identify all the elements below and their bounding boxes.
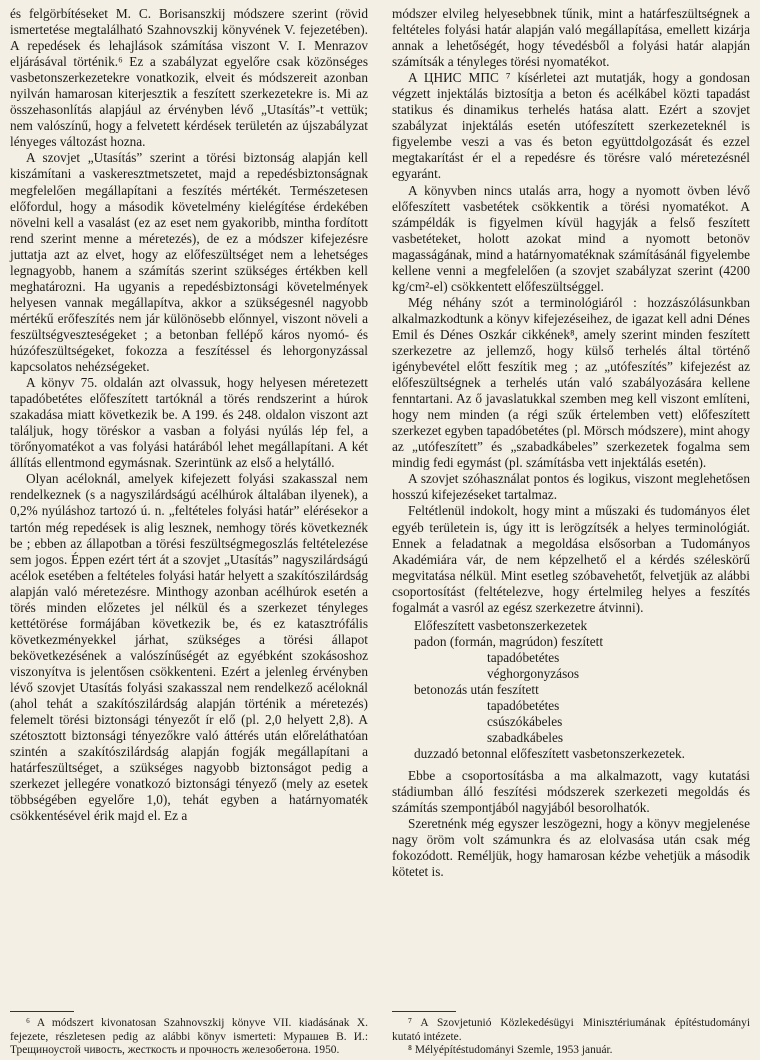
- list-item: véghorgonyzásos: [487, 665, 580, 681]
- paragraph: A ЦНИС МПС ⁷ kísérletei azt mutatják, hogy a gondosan végzett injektálás biztosítja a beton és acélkábel közti tapadást statikus és dinamikus terhelés hatása alatt. Ezért a szovjet szabályzat injektálás esetén utófeszített szerkezeteknél is figyelembe veszi a vas és beton együttdolgozását és ezzel megtakarítást ér el a repedésre és törésre való méretezésnél egyaránt.: [392, 70, 750, 182]
- paragraph: Feltétlenül indokolt, hogy mint a műszaki és tudományos élet egyéb területein is, úgy itt is lerögzítsék a helyes terminológiát. Ennek a feladatnak a megoldása elsősorban a Tudományos Akadémiára vár, de nem képzelhető el a kérdés széleskörű megvitatása nélkül. Mint esetleg szóbavehetőt, felvetjük az alábbi csoportosítást (feltételezve, hogy értelmileg helyes a feszítés fogalmát a vasról az egész szerkezetre átvinni).: [392, 503, 750, 615]
- list-item: betonozás után feszített: [414, 681, 539, 697]
- list-item: szabadkábeles: [487, 730, 564, 746]
- two-column-layout: [10, 6, 750, 1060]
- list-item: csúszókábeles: [487, 714, 563, 730]
- footnote-rule: [392, 1011, 456, 1012]
- footnote-text: ⁷ A Szovjetunió Közlekedésügyi Minisztériumának építéstudományi kutató intézete.: [392, 1017, 750, 1043]
- paragraph: és felgörbítéseket M. C. Borisanszkij módszere szerint (rövid ismertetése megtalálható Szahnovszkij könyvének V. fejezetében). A repedések és lehajlások számítása viszont V. I. Menrazov eljárásával történik.⁶ Ez a szabályzat egyelőre csak közönséges vasbetonszerkezetekre vonatkozik, elveit és módszereit azonban nyilván hamarosan kiterjesztik a feszített szerkezetekre is. Mi az összehasonlítás alapjául az érvényben lévő „Utasítás”-t vettük; nem valószínű, hogy a felvetett kérdések területén az újszabályzat lényeges változást hozna.: [10, 6, 368, 150]
- footnote-rule: [10, 1011, 74, 1012]
- paragraph: A könyvben nincs utalás arra, hogy a nyomott övben lévő előfeszített vasbetétek csökkentik a törési nyomatékot. A számpéldák is figyelmen kívül hagyják a felső feszített vasbetéteket, holott azokat mind a nyomott betonöv magasságának, mind a határnyomatéknak számításánál figyelembe kellene venni a megfelelően (a szovjet szabályzat szerint (4200 kg/cm²-el) csökkentett előfeszültséggel.: [392, 182, 750, 294]
- paragraph: Olyan acéloknál, amelyek kifejezett folyási szakasszal nem rendelkeznek (s a nagyszilárdságú acélhúrok általában ilyenek), a 0,2% nyúláshoz tartozó ú. n. „feltételes folyási határ” elérésekor a tartón még repedések is alig lesznek, nemhogy törés következnék be ; ebben az állapotban a törési feszültségmegoszlás feltételezése sem jogos. Éppen ezért tért át a szovjet „Utasítás” nagyszilárdságú acélok esetében a feltételes folyási határ helyett a szakítószilárdság alapján való méretezésre. Minthogy azonban acélhúrok esetén a törés minden előzetes jel nélkül és a szerkezet tényleges kettétörése formájában következik be, és ez katasztrófális következményekkel járhat, szükséges a törési állapot bekövetkezésének a valószínűségét az egyébként szokásoshoz viszonyítva is jelentősen csökkenteni. Ezért a jelenleg érvényben lévő szovjet Utasítás folyási szakasszal nem rendelkező acéloknál (ahol tehát a szakítószilárdság alapján történik a méretezés) felemelt törési biztonsági tényezőt ír elő (pl. 2,0 helyett 2,8). A szétosztott biztonsági tényezőkre való áttérés után előreláthatóan szintén a szakítószilárdság alapján fogják megállapítani a határfeszültséget, a szükséges nagyobb biztonságot pedig a szerkezet jellegére vonatkozó biztonsági tényező (mely az esetek többségében egyelőre 1,0), tehát egyben a határnyomaték csökkentésével érik majd el. Ez a: [10, 471, 368, 824]
- paragraph: A könyv 75. oldalán azt olvassuk, hogy helyesen méretezett tapadóbetétes előfeszített tartóknál a törés rendszerint a húrok szakadása miatt következik be. A 199. és 248. oldalon viszont azt találjuk, hogy töréskor a vasban a folyási nyúlás lép fel, a törőnyomatékot a vas folyási határából lehet megállapítani. A két állítás ellentmond egymásnak. Szerintünk az első a helytálló.: [10, 375, 368, 471]
- paragraph: Még néhány szót a terminológiáról : hozzászólásunkban alkalmazkodtunk a könyv kifejezéseihez, de igazat kell adni Dénes Emil és Dénes Oszkár cikkének⁸, amely szerint minden feszített szerkezetre az jellemző, hogy külső terhelés által történő igénybevétel előtt feszítik meg ; az „utófeszítés” kifejezést az előfeszültségnek a terhelés után való szabályozására kellene fenntartani. Az ő javaslatukkal szemben meg kell viszont említeni, hogy nem minden (a régi szűk értelemben vett) előfeszített szerkezet egyben tapadóbetétes (pl. Mörsch módszere), mint ahogy az „utófeszített” és „szabadkábeles” szerkezetek fogalma sem mindig fedi egymást (pl. számításba vett injektálás esetén).: [392, 294, 750, 471]
- right-column: [392, 6, 750, 1060]
- footnotes: [392, 1017, 750, 1058]
- footnote: [10, 1017, 368, 1058]
- list-heading: Előfeszített vasbetonszerkezetek: [414, 617, 588, 633]
- paragraph: A szovjet szóhasználat pontos és logikus, viszont meglehetősen hosszú kifejezéseket tartalmaz.: [392, 471, 750, 503]
- footnote-text: ⁸ Mélyépítéstudományi Szemle, 1953 január.: [408, 1044, 613, 1057]
- paragraph: A szovjet „Utasítás” szerint a törési biztonság alapján kell kiszámítani a vaskeresztmetszetet, majd a repedésbiztonságnak megfelelően megállapítani a feszítés mértékét. Természetesen előfordul, hogy a második követelmény kielégítése érdekében növelni kell a vasalást (ez az eset nem gyakoribb, mintha fordított rend szerint menne a méretezés), de ez a módszer kifejezésre juttatja azt az elvet, hogy az előfeszültséget nem a lehetséges legnagyobb, hanem a számítás szerint szükséges értékben kell meghatározni. Ha ugyanis a repedésbiztonsági követelmények helyesen vannak megállapítva, akkor a szükségesnél nagyobb mértékű erőfeszítés nem jár különösebb előnnyel, viszont növeli a feszültségveszteségeket ; a betonban fellépő káros nyomó- és húzófeszültségeket, fokozza a feszítéssel és lehorgonyzással kapcsolatos nehézségeket.: [10, 150, 368, 375]
- classification-list: [392, 618, 750, 762]
- list-item: tapadóbetétes: [487, 649, 560, 665]
- paragraph: Szeretnénk még egyszer leszögezni, hogy a könyv megjelenése nagy öröm volt számunkra és az elolvasása után csak még fokozódott. Reméljük, hogy hamarosan kézbe vehetjük a második kötetet is.: [392, 816, 750, 880]
- paragraph: Ebbe a csoportosításba a ma alkalmazott, vagy kutatási stádiumban álló feszítési módszerek szerkezeti megoldás és számítás szempontjából nagyjából besorolhatók.: [392, 768, 750, 816]
- list-item: padon (formán, magrúdon) feszített: [414, 633, 604, 649]
- left-column: [10, 6, 368, 1060]
- list-item: duzzadó betonnal előfeszített vasbetonszerkezetek.: [414, 746, 685, 762]
- footnote-text: ⁶ A módszert kivonatosan Szahnovszkij könyve VII. kiadásának X. fejezete, részletesen pedig az alábbi könyv ismerteti: Мурашев В. И.: Трещиноустой чивость, жесткость и прочность железобетона. 1950.: [10, 1017, 368, 1057]
- paragraph: módszer elvileg helyesebbnek tűnik, mint a határfeszültségnek a feltételes folyási határ alapján való megállapítása, emellett kizárja annak a lehetőségét, hogy tévedésből a folyási határ alapján számítsák a tényleges törési nyomatékot.: [392, 6, 750, 70]
- list-item: tapadóbetétes: [487, 698, 560, 714]
